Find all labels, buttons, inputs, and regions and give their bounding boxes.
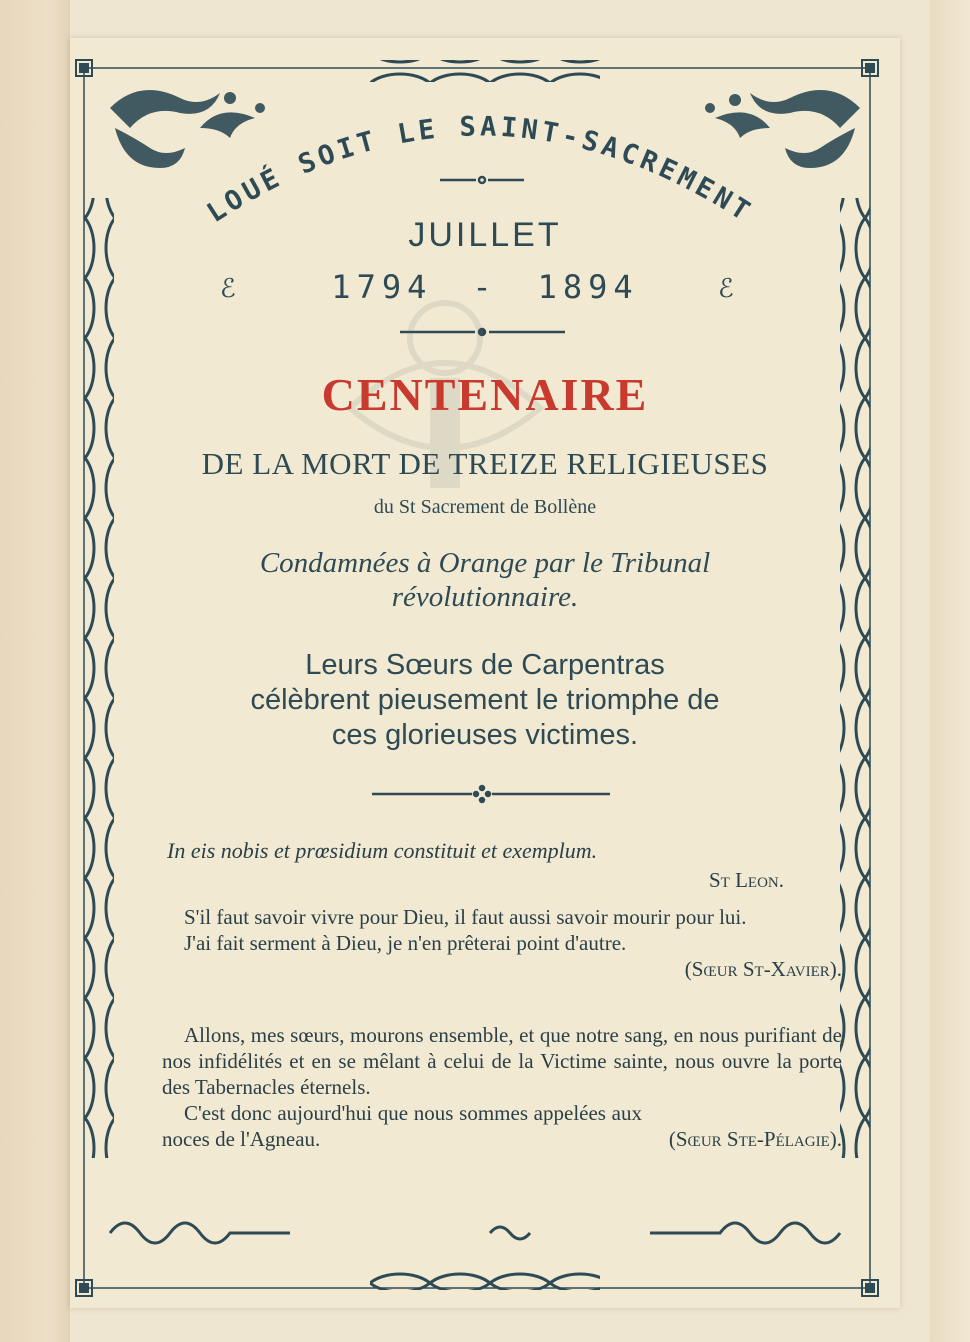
left-flourish-icon: ℰ (220, 274, 236, 304)
month-label: JUILLET (408, 216, 562, 254)
condemnation-line: Condamnées à Orange par le Tribunal (259, 547, 711, 579)
celebration-line: célèbrent pieusement le triomphe de (250, 684, 720, 716)
condemnation-line: révolutionnaire. (391, 581, 579, 613)
condemnation-text (70, 546, 900, 614)
pelagie-paragraph: C'est donc aujourd'hui que nous sommes appelées aux noces de l'Agneau. (162, 1101, 642, 1151)
pelagie-quote (162, 1022, 842, 1152)
place-line: du St Sacrement de Bollène (373, 496, 597, 518)
year-end: 1894 (537, 268, 639, 306)
latin-quote: In eis nobis et prœsidium constituit et exemplum. (167, 838, 598, 863)
memorial-card (70, 38, 900, 1308)
subtitle: DE LA MORT DE TREIZE RELIGIEUSES (201, 446, 769, 481)
year-separator: - (472, 268, 498, 306)
celebration-text (70, 648, 900, 753)
svg-text:LOUÉ SOIT LE SAINT-SACREMENT (202, 111, 759, 229)
year-range (70, 268, 900, 306)
right-page-edge (930, 0, 970, 1342)
latin-attribution: St Leon. (709, 868, 784, 892)
pelagie-paragraph: Allons, mes sœurs, mourons ensemble, et que notre sang, en nous purifiant de nos infidélités et en se mêlant à celui de la Victime sainte, nous ouvre la porte des Tabernacles éternels. (162, 1023, 842, 1099)
xavier-quote (162, 904, 842, 982)
xavier-attribution: (Sœur St-Xavier). (684, 957, 842, 981)
right-flourish-icon: ℰ (718, 274, 734, 304)
left-page-edge (0, 0, 70, 1342)
pelagie-attribution: (Sœur Ste-Pélagie). (668, 1127, 842, 1151)
celebration-line: Leurs Sœurs de Carpentras (305, 649, 665, 681)
xavier-paragraph: J'ai fait serment à Dieu, je n'en prêterai point d'autre. (184, 931, 627, 955)
xavier-paragraph: S'il faut savoir vivre pour Dieu, il faut aussi savoir mourir pour lui. (184, 905, 747, 929)
arc-heading-text: LOUÉ SOIT LE SAINT-SACREMENT (201, 111, 759, 229)
year-start: 1794 (331, 268, 433, 306)
celebration-line: ces glorieuses victimes. (331, 719, 639, 751)
page-title: CENTENAIRE (321, 369, 649, 420)
arc-heading (70, 38, 900, 302)
